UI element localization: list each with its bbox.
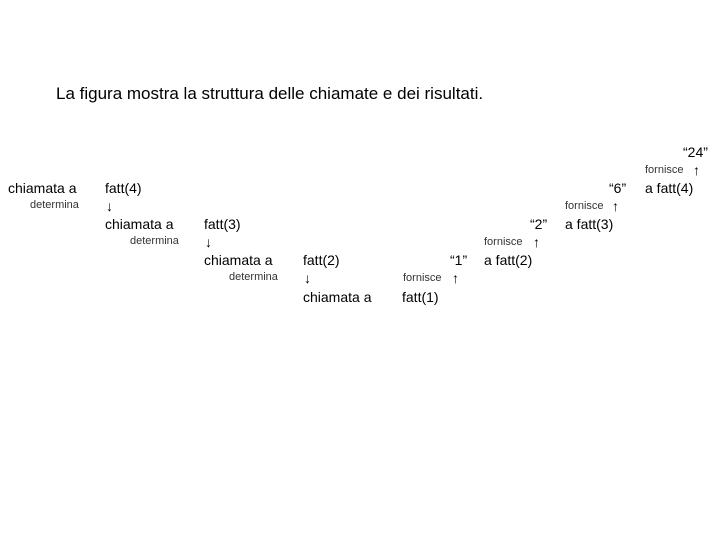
- call-fatt2: fatt(2): [303, 252, 340, 268]
- provides-label: fornisce: [403, 272, 442, 284]
- call-fatt4: fatt(4): [105, 180, 142, 196]
- return-value-1: “1”: [450, 252, 468, 268]
- call-label: chiamata a: [8, 180, 77, 196]
- call-label: chiamata a: [105, 216, 174, 232]
- determines-label: determina: [30, 199, 79, 211]
- return-target-fatt4: a fatt(4): [645, 180, 694, 196]
- call-label: chiamata a: [204, 252, 273, 268]
- call-label: chiamata a: [303, 289, 372, 305]
- determines-label: determina: [130, 235, 179, 247]
- up-arrow: ↑: [533, 234, 540, 250]
- return-target-fatt3: a fatt(3): [565, 216, 614, 232]
- provides-label: fornisce: [645, 164, 684, 176]
- provides-label: fornisce: [565, 200, 604, 212]
- provides-label: fornisce: [484, 236, 523, 248]
- down-arrow: ↓: [106, 198, 113, 214]
- down-arrow: ↓: [304, 270, 311, 286]
- call-fatt3: fatt(3): [204, 216, 241, 232]
- up-arrow: ↑: [452, 270, 459, 286]
- determines-label: determina: [229, 271, 278, 283]
- caption: La figura mostra la struttura delle chiamate e dei risultati.: [56, 84, 484, 103]
- down-arrow: ↓: [205, 234, 212, 250]
- return-value-4: “24”: [683, 144, 708, 160]
- return-value-3: “6”: [609, 180, 627, 196]
- return-target-fatt2: a fatt(2): [484, 252, 533, 268]
- up-arrow: ↑: [612, 198, 619, 214]
- call-fatt1: fatt(1): [402, 289, 439, 305]
- up-arrow: ↑: [693, 162, 700, 178]
- return-value-2: “2”: [530, 216, 548, 232]
